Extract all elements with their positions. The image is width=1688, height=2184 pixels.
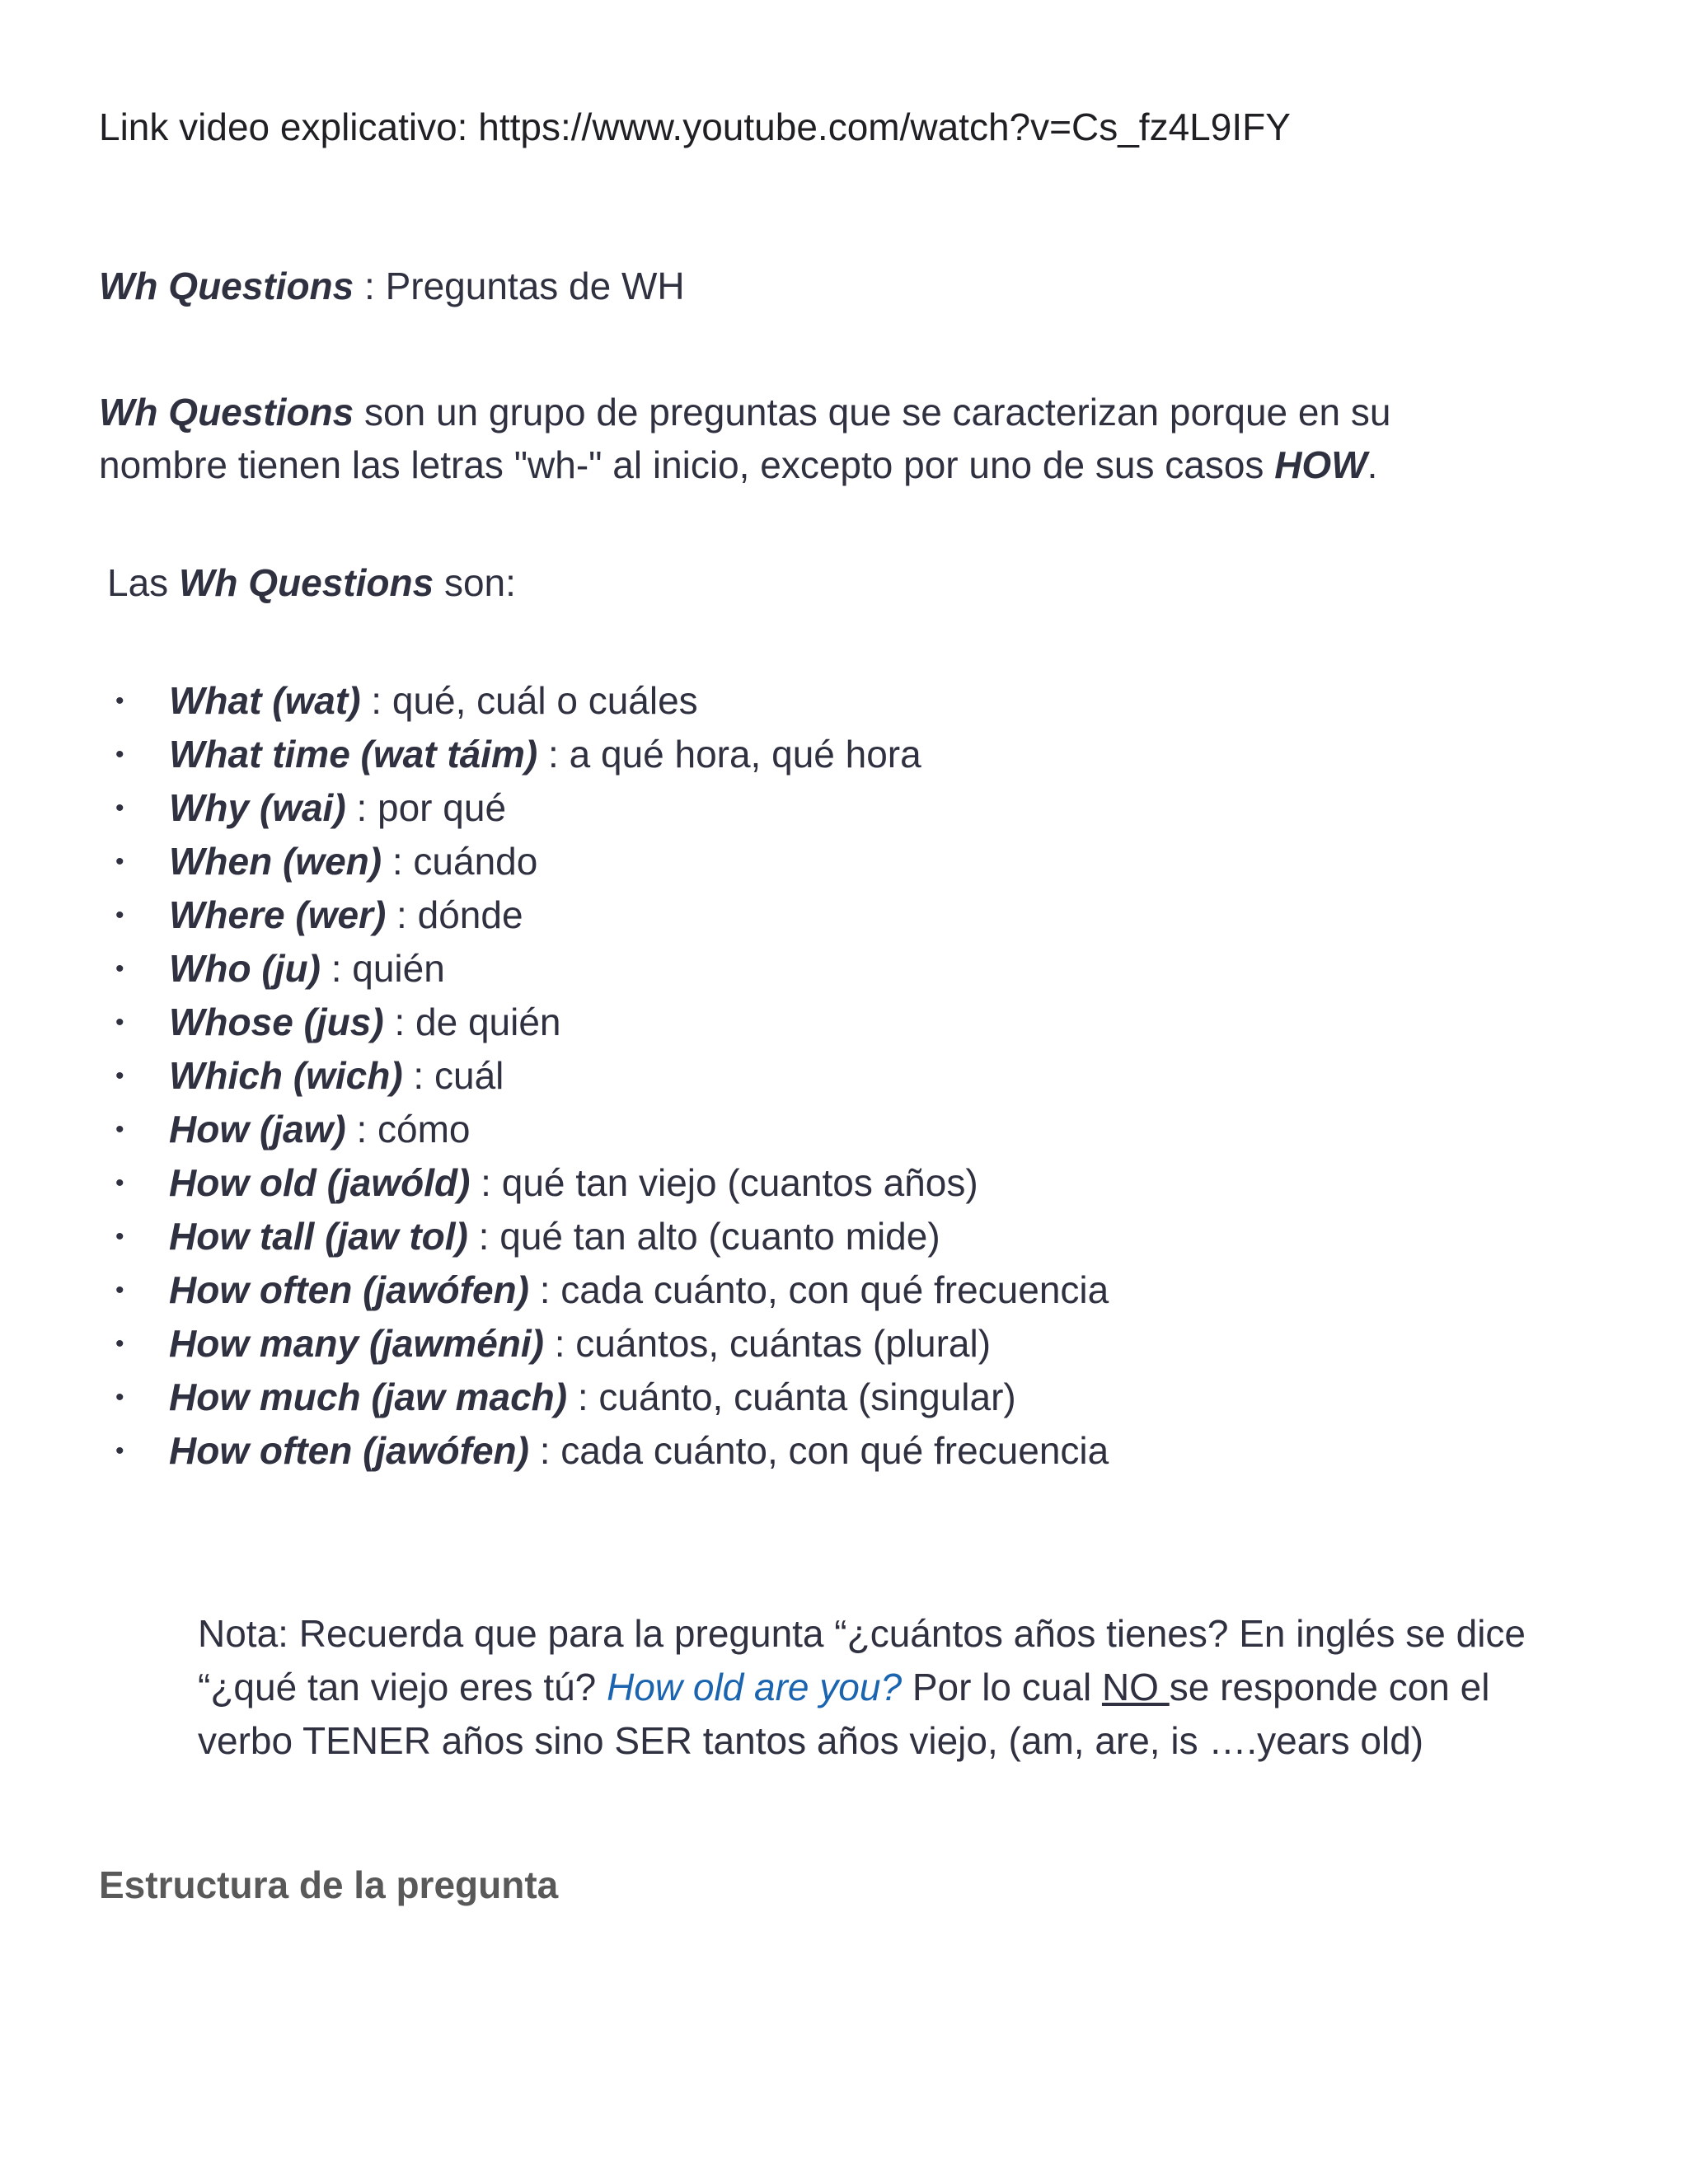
estructura-heading: Estructura de la pregunta <box>99 1863 559 1906</box>
list-item-meaning: : cómo <box>345 1108 471 1151</box>
list-item-term: Whose (jus) <box>169 1001 384 1043</box>
list-item-term: What time (wat táim) <box>169 733 538 776</box>
list-item-term: How many (jawméni) <box>169 1322 544 1365</box>
intro-how: HOW <box>1274 443 1367 486</box>
list-item-term: Where (wer) <box>169 893 387 936</box>
list-item <box>99 674 1109 728</box>
bullet-icon: • <box>115 955 124 982</box>
bullet-icon: • <box>115 902 124 929</box>
intro-line2-pre: nombre tienen las letras "wh-" al inicio, excepto por uno de sus casos <box>99 443 1275 486</box>
nota-line-2 <box>198 1661 1665 1714</box>
list-item <box>99 1103 1109 1156</box>
list-item <box>99 1210 1109 1263</box>
bullet-icon: • <box>115 687 124 715</box>
bullet-icon: • <box>115 1384 124 1411</box>
bullet-icon: • <box>115 1169 124 1197</box>
intro-line1-rest: son un grupo de preguntas que se caracterizan porque en su <box>354 391 1391 434</box>
intro-line-1 <box>99 386 1599 438</box>
list-item-meaning: : de quién <box>383 1001 561 1043</box>
list-item-meaning: : a qué hora, qué hora <box>537 733 921 776</box>
video-link-text: Link video explicativo: https://www.youtube.com/watch?v=Cs_fz4L9IFY <box>99 105 1291 148</box>
nota-line2-mid: Por lo cual <box>902 1666 1102 1708</box>
list-item-meaning: : cada cuánto, con qué frecuencia <box>528 1429 1109 1472</box>
bullet-icon: • <box>115 1062 124 1090</box>
nota-line2-post: se responde con el <box>1169 1666 1490 1708</box>
list-item-term: How often (jawófen) <box>169 1268 529 1311</box>
las-pre: Las <box>107 561 179 604</box>
bullet-icon: • <box>115 1223 124 1250</box>
list-item <box>99 1371 1109 1424</box>
list-item-meaning: : dónde <box>386 893 523 936</box>
list-item <box>99 835 1109 888</box>
list-item-meaning: : por qué <box>345 786 507 829</box>
nota-example-question: How old are you? <box>607 1666 903 1708</box>
list-item-term: How (jaw) <box>169 1108 346 1151</box>
list-item <box>99 1317 1109 1371</box>
intro-term: Wh Questions <box>99 391 354 434</box>
list-item-term: Who (ju) <box>169 947 321 990</box>
list-item-term: How much (jaw mach) <box>169 1376 568 1418</box>
las-wh-line <box>107 556 516 609</box>
list-item <box>99 1263 1109 1317</box>
bullet-icon: • <box>115 848 124 875</box>
bullet-icon: • <box>115 1437 124 1465</box>
list-item <box>99 1156 1109 1210</box>
video-link-line <box>99 101 1291 153</box>
bullet-icon: • <box>115 794 124 822</box>
wh-heading <box>99 260 685 312</box>
list-item-term: How often (jawófen) <box>169 1429 529 1472</box>
list-item <box>99 888 1109 942</box>
list-item-meaning: : cuánto, cuánta (singular) <box>567 1376 1016 1418</box>
bullet-icon: • <box>115 1277 124 1304</box>
list-item-term: How tall (jaw tol) <box>169 1215 468 1258</box>
nota-block <box>198 1607 1665 1768</box>
las-post: son: <box>434 561 516 604</box>
intro-line-2 <box>99 438 1599 491</box>
nota-line2-pre: “¿qué tan viejo eres tú? <box>198 1666 607 1708</box>
intro-line2-post: . <box>1367 443 1378 486</box>
bullet-icon: • <box>115 1009 124 1036</box>
list-item-meaning: : cada cuánto, con qué frecuencia <box>528 1268 1109 1311</box>
intro-paragraph <box>99 386 1599 491</box>
list-item-term: Why (wai) <box>169 786 346 829</box>
wh-questions-list <box>99 674 1109 1478</box>
list-item <box>99 728 1109 781</box>
list-item <box>99 781 1109 835</box>
bullet-icon: • <box>115 741 124 768</box>
nota-line-3: verbo TENER años sino SER tantos años viejo, (am, are, is ….years old) <box>198 1719 1424 1762</box>
list-item-meaning: : cuál <box>402 1054 504 1097</box>
list-item <box>99 1424 1109 1478</box>
wh-heading-rest: : Preguntas de WH <box>354 265 685 307</box>
las-term: Wh Questions <box>178 561 434 604</box>
list-item <box>99 942 1109 996</box>
list-item-meaning: : qué tan viejo (cuantos años) <box>470 1161 978 1204</box>
list-item-term: Which (wich) <box>169 1054 403 1097</box>
wh-heading-term: Wh Questions <box>99 265 354 307</box>
list-item <box>99 1049 1109 1103</box>
nota-line-1: Nota: Recuerda que para la pregunta “¿cuántos años tienes? En inglés se dice <box>198 1612 1526 1655</box>
list-item-term: When (wen) <box>169 840 382 883</box>
list-item-term: How old (jawóld) <box>169 1161 471 1204</box>
nota-underlined-no: NO <box>1101 1666 1170 1708</box>
list-item-meaning: : cuándo <box>382 840 538 883</box>
list-item <box>99 996 1109 1049</box>
list-item-term: What (wat) <box>169 679 361 722</box>
bullet-icon: • <box>115 1116 124 1143</box>
list-item-meaning: : quién <box>320 947 445 990</box>
list-item-meaning: : qué tan alto (cuanto mide) <box>467 1215 940 1258</box>
list-item-meaning: : qué, cuál o cuáles <box>360 679 698 722</box>
list-item-meaning: : cuántos, cuántas (plural) <box>543 1322 992 1365</box>
bullet-icon: • <box>115 1330 124 1357</box>
